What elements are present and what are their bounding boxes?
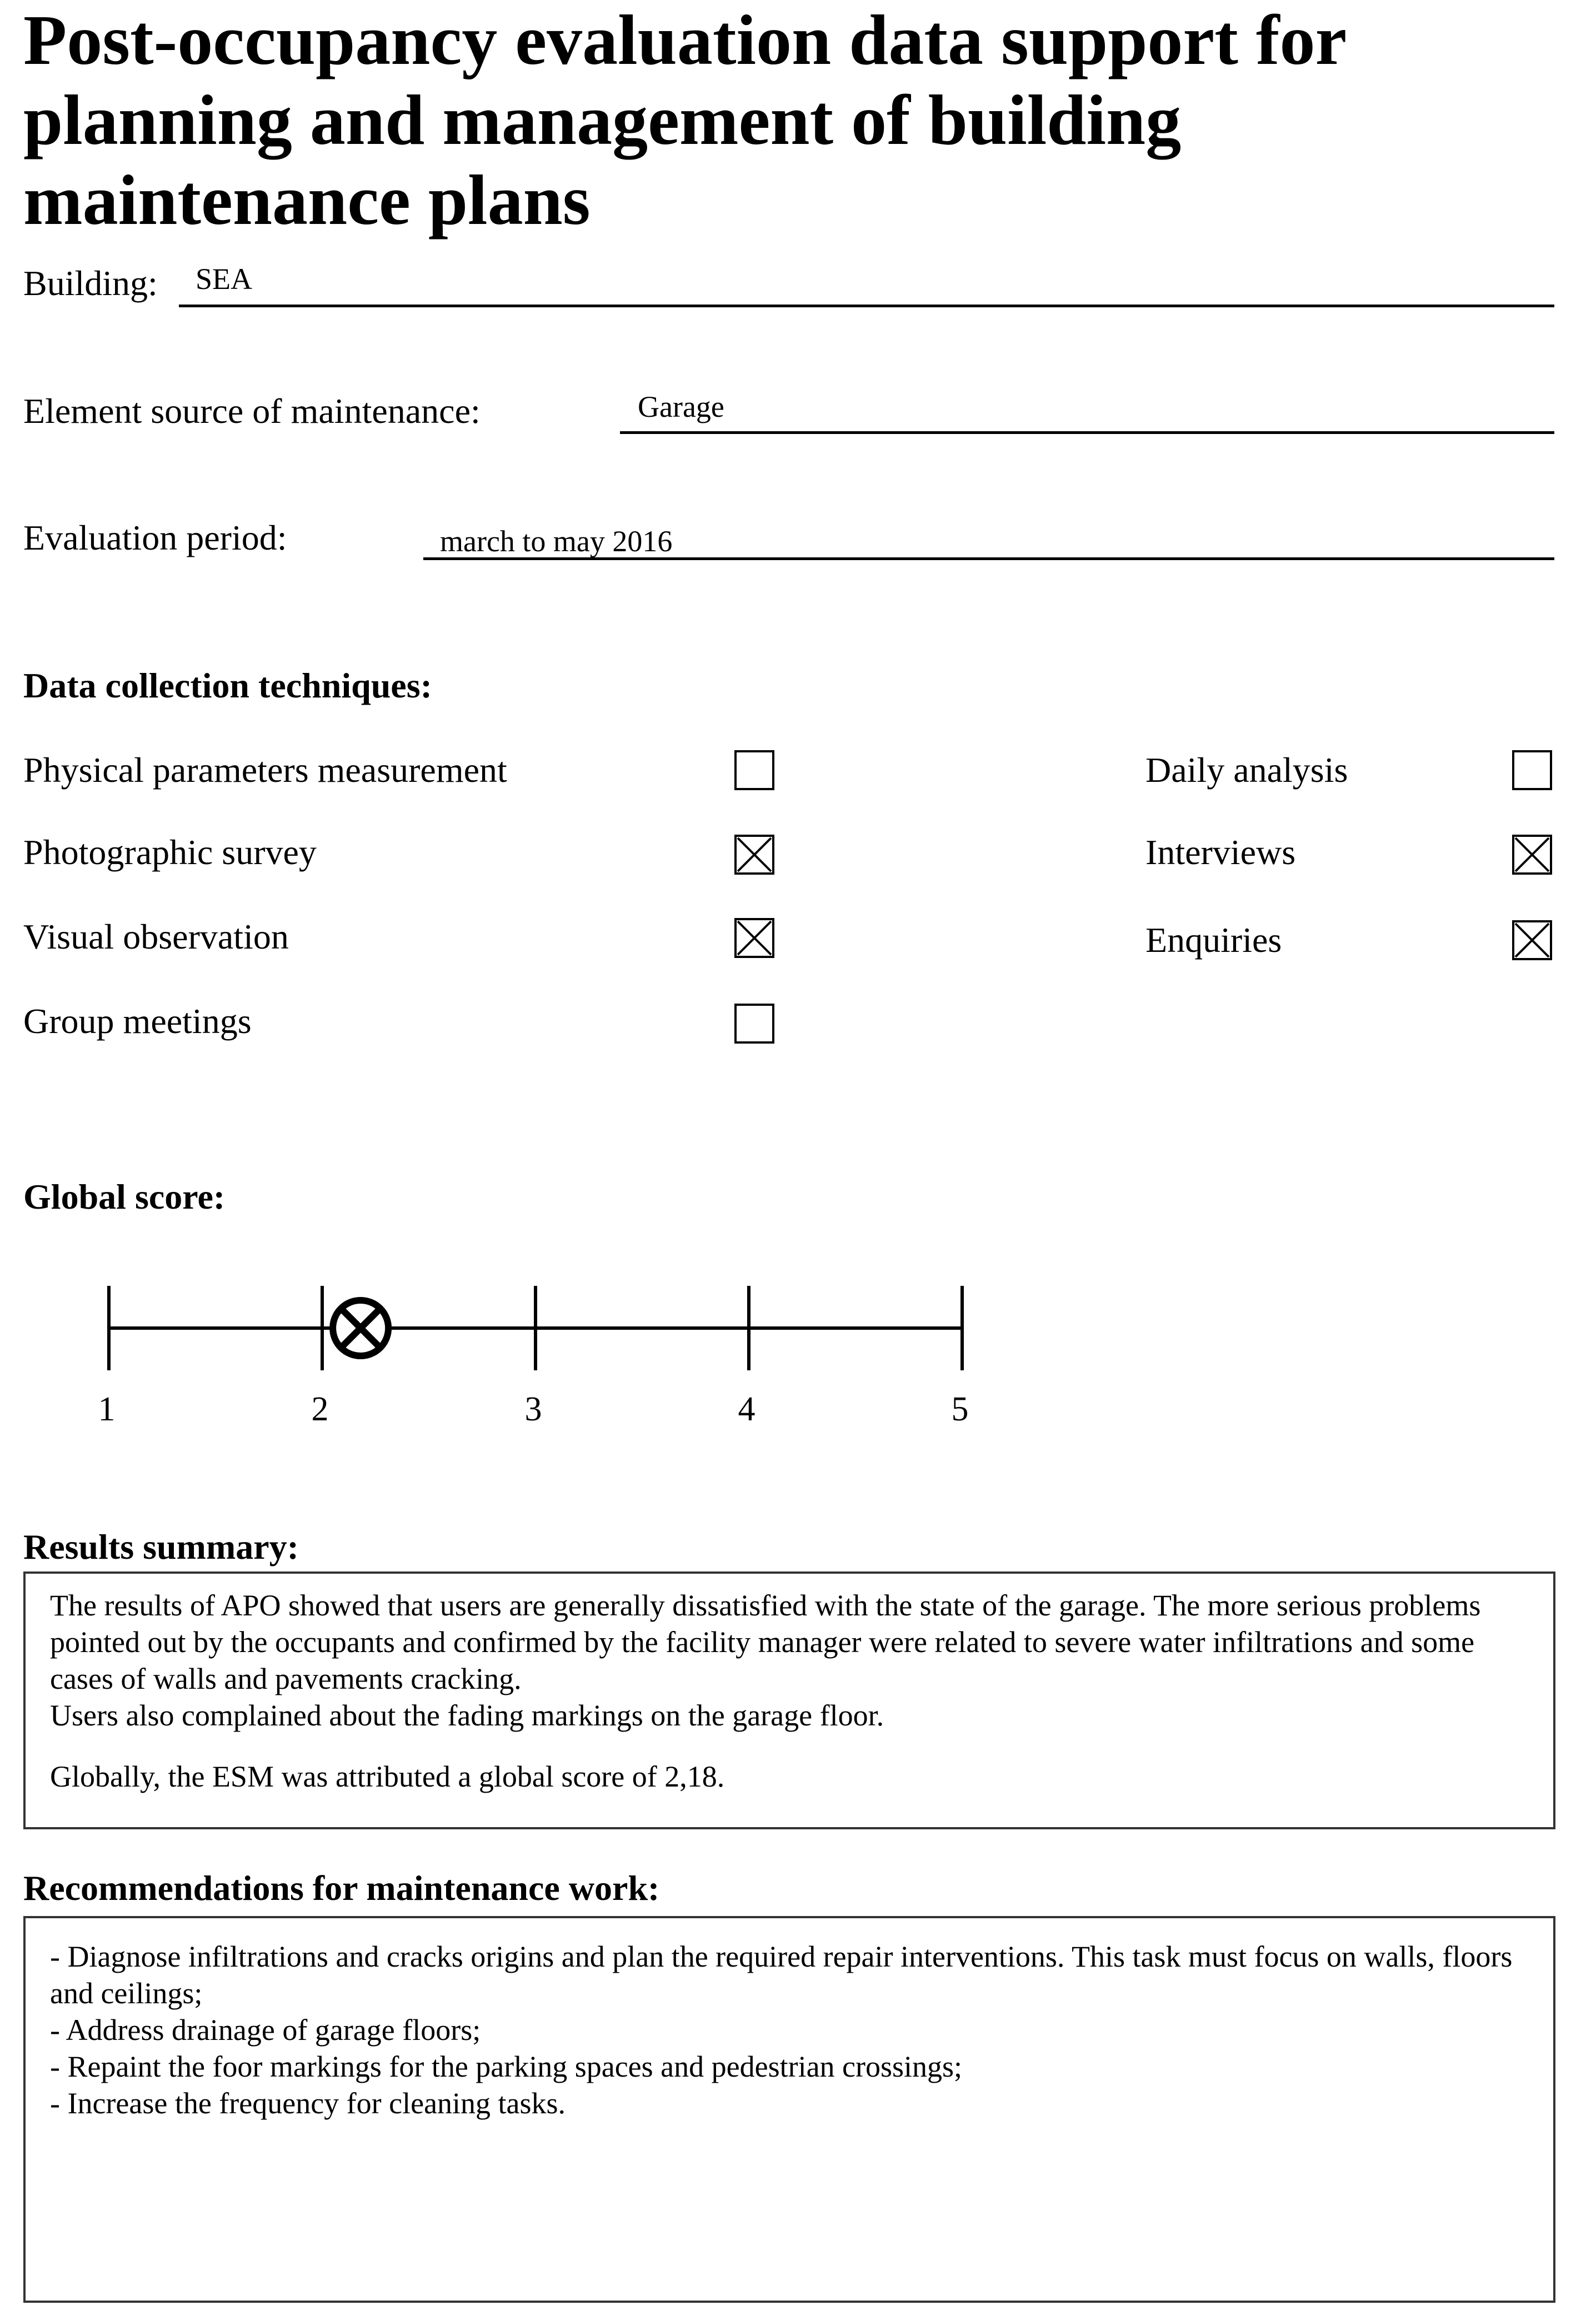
scale-label-3: 3 — [524, 1390, 542, 1428]
element-field-line — [620, 431, 1554, 434]
scale-label-1: 1 — [98, 1390, 116, 1428]
scale-label-2: 2 — [311, 1390, 329, 1428]
recommendations-box — [23, 1916, 1555, 2303]
check-x-icon — [1514, 922, 1550, 958]
scale-label-5: 5 — [951, 1390, 969, 1428]
technique-label-photographic: Photographic survey — [23, 832, 317, 872]
recommendation-item: - Address drainage of garage floors; — [50, 2013, 481, 2047]
results-paragraph-2: Users also complained about the fading markings on the garage floor. — [50, 1699, 884, 1732]
technique-checkbox-interviews[interactable] — [1512, 835, 1552, 875]
results-paragraph-3: Globally, the ESM was attributed a global score of 2,18. — [50, 1760, 725, 1793]
technique-checkbox-enquiries[interactable] — [1512, 920, 1552, 960]
technique-checkbox-daily[interactable] — [1512, 750, 1552, 790]
techniques-heading: Data collection techniques: — [23, 666, 432, 705]
period-label: Evaluation period: — [23, 518, 287, 557]
technique-checkbox-physical[interactable] — [734, 750, 774, 790]
results-paragraph-1: The results of APO showed that users are generally dissatisfied with the state of the garage. The more serious problems pointed out by the occupants and confirmed by the facility manager were related to severe water infiltrations and some cases of walls and pavements cracking. — [50, 1589, 1481, 1695]
period-field-line — [423, 557, 1554, 560]
results-summary-box — [23, 1571, 1555, 1829]
check-x-icon — [737, 920, 772, 956]
check-x-icon — [737, 837, 772, 872]
score-marker — [333, 1300, 388, 1356]
page-title: Post-occupancy evaluation data support for planning and management of building maintenance plans — [23, 1, 1345, 240]
technique-label-enquiries: Enquiries — [1145, 920, 1282, 960]
building-label: Building: — [23, 263, 158, 303]
technique-label-interviews: Interviews — [1145, 832, 1296, 872]
recommendation-item: - Repaint the foor markings for the parking spaces and pedestrian crossings; — [50, 2050, 963, 2083]
technique-label-visual: Visual observation — [23, 917, 289, 956]
element-value[interactable]: Garage — [638, 390, 724, 423]
building-field-line — [179, 305, 1554, 307]
global-score-heading: Global score: — [23, 1177, 226, 1216]
technique-checkbox-photographic[interactable] — [734, 835, 774, 875]
technique-label-daily: Daily analysis — [1145, 750, 1348, 790]
technique-label-physical: Physical parameters measurement — [23, 750, 507, 790]
technique-checkbox-visual[interactable] — [734, 918, 774, 958]
period-value[interactable]: march to may 2016 — [440, 525, 673, 558]
scale-label-4: 4 — [738, 1390, 756, 1428]
check-x-icon — [1514, 837, 1550, 872]
element-label: Element source of maintenance: — [23, 391, 481, 431]
global-score-scale — [0, 1267, 1055, 1445]
recommendation-item: - Increase the frequency for cleaning tasks. — [50, 2087, 566, 2120]
technique-label-group: Group meetings — [23, 1001, 252, 1041]
results-heading: Results summary: — [23, 1527, 299, 1566]
technique-checkbox-group[interactable] — [734, 1004, 774, 1044]
building-value[interactable]: SEA — [196, 262, 253, 296]
recommendations-heading: Recommendations for maintenance work: — [23, 1868, 660, 1908]
recommendation-item: - Diagnose infiltrations and cracks origins and plan the required repair interventions. This task must focus on walls, floors and ceilings; — [50, 1940, 1513, 2010]
